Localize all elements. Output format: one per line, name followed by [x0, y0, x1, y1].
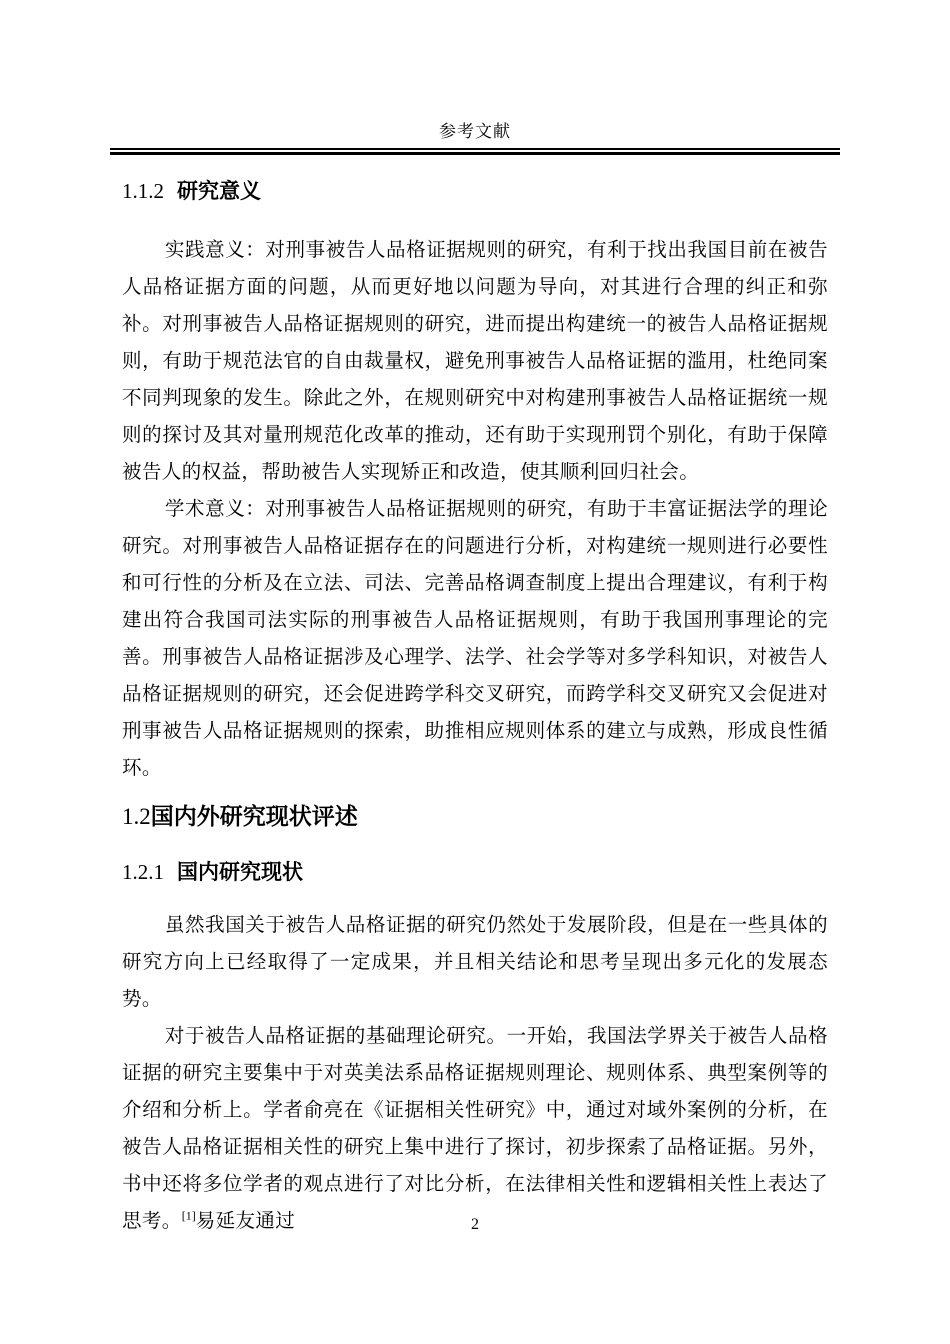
heading-1-2-number: 1.2: [122, 804, 151, 829]
page-number: 2: [471, 1216, 479, 1233]
paragraph-research-status: 虽然我国关于被告人品格证据的研究仍然处于发展阶段，但是在一些具体的研究方向上已经取得了一定成果，并且相关结论和思考呈现出多元化的发展态势。: [122, 915, 828, 1010]
heading-1-1-2: [122, 177, 828, 206]
running-header-title: 参考文献: [439, 122, 511, 141]
header-rule-thin: [110, 148, 840, 150]
running-header: [110, 0, 840, 155]
paragraph-basic-theory: [122, 1018, 828, 1240]
paragraph-practical-significance: 实践意义：对刑事被告人品格证据规则的研究，有利于找出我国目前在被告人品格证据方面的问题，从而更好地以问题为导向，对其进行合理的纠正和弥补。对刑事被告人品格证据规则的研究，进而提出构建统一的被告人品格证据规则，有助于规范法官的自由裁量权，避免刑事被告人品格证据的滥用，杜绝同案不同判现象的发生。除此之外，在规则研究中对构建刑事被告人品格证据统一规则的探讨及其对量刑规范化改革的推动，还有助于实现刑罚个别化，有助于保障被告人的权益，帮助被告人实现矫正和改造，使其顺利回归社会。: [122, 240, 828, 483]
page-footer: [0, 1214, 950, 1236]
paragraph-basic-theory-text: 对于被告人品格证据的基础理论研究。一开始，我国法学界关于被告人品格证据的研究主要集中于对英美法系品格证据规则理论、规则体系、典型案例等的介绍和分析上。学者俞亮在《证据相关性研究》中，通过对域外案例的分析，在被告人品格证据相关性的研究上集中进行了探讨，初步探索了品格证据。另外，书中还将多位学者的观点进行了对比分析，在法律相关性和逻辑相关性上表达了思考。: [122, 1026, 828, 1232]
paragraph-basic-theory-continuation: 易延友通过: [195, 1211, 296, 1232]
heading-1-1-2-number: 1.1.2: [122, 179, 164, 203]
heading-1-2-1-number: 1.2.1: [122, 860, 164, 884]
heading-1-2-title: 国内外研究现状评述: [150, 803, 358, 829]
heading-1-2-1-title: 国内研究现状: [177, 861, 304, 884]
heading-1-1-2-title: 研究意义: [177, 180, 262, 203]
footnote-ref-1: [1]: [181, 1208, 196, 1223]
paragraph-academic-significance: 学术意义：对刑事被告人品格证据规则的研究，有助于丰富证据法学的理论研究。对刑事被告人品格证据存在的问题进行分析，对构建统一规则进行必要性和可行性的分析及在立法、司法、完善品格调查制度上提出合理建议，有利于构建出符合我国司法实际的刑事被告人品格证据规则，有助于我国刑事理论的完善。刑事被告人品格证据涉及心理学、法学、社会学等对多学科知识，对被告人品格证据规则的研究，还会促进跨学科交叉研究，而跨学科交叉研究又会促进对刑事被告人品格证据规则的探索，助推相应规则体系的建立与成熟，形成良性循环。: [122, 499, 828, 779]
page-content: [122, 177, 828, 1240]
heading-1-2-1: [122, 858, 828, 887]
heading-1-2: [122, 801, 828, 832]
header-rule-thick: [110, 152, 840, 155]
